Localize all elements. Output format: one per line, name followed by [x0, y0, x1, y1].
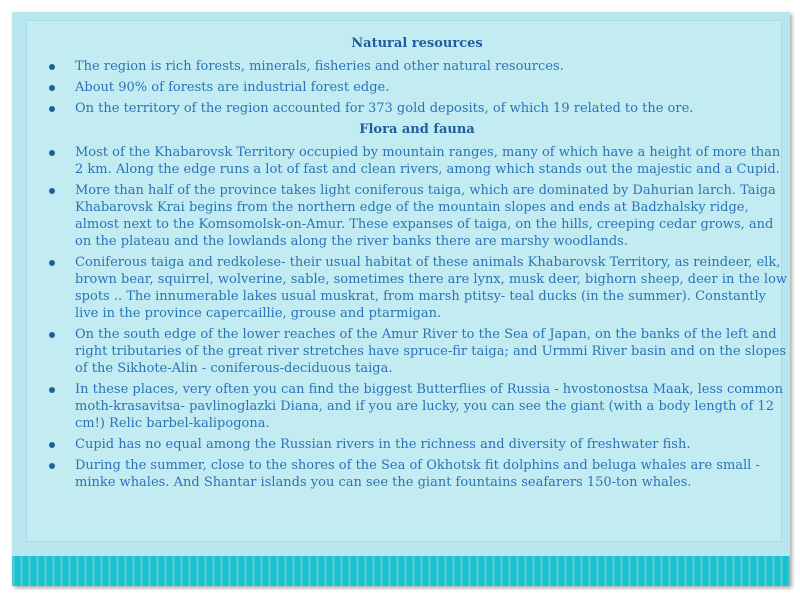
bullet-icon	[49, 85, 55, 91]
list-item: The region is rich forests, minerals, fisheries and other natural resources.	[45, 58, 789, 75]
list-item: During the summer, close to the shores of the Sea of Okhotsk fit dolphins and beluga whales are small - minke whales. And Shantar islands you can see the giant fountains seafarers 150-ton whales.	[45, 457, 789, 491]
bullet-icon	[49, 188, 55, 194]
bullet-icon	[49, 260, 55, 266]
natural-resources-list	[45, 58, 789, 117]
flora-fauna-list	[45, 144, 789, 491]
decorative-bottom-stripe	[12, 556, 790, 586]
bullet-icon	[49, 106, 55, 112]
bullet-icon	[49, 387, 55, 393]
content-panel	[26, 20, 788, 542]
list-item: About 90% of forests are industrial forest edge.	[45, 79, 789, 96]
list-item: Most of the Khabarovsk Territory occupied by mountain ranges, many of which have a height of more than 2 km. Along the edge runs a lot of fast and clean rivers, among which stands out the majestic and a Cupid.	[45, 144, 789, 178]
flora-fauna-heading: Flora and fauna	[359, 122, 475, 137]
bullet-icon	[49, 332, 55, 338]
list-item: On the territory of the region accounted for 373 gold deposits, of which 19 related to the ore.	[45, 100, 789, 117]
bullet-icon	[49, 442, 55, 448]
list-item: More than half of the province takes light coniferous taiga, which are dominated by Dahurian larch. Taiga Khabarovsk Krai begins from the northern edge of the mountain slopes and ends at Badzhalsky ridge, almost next to the Komsomolsk-on-Amur. These expanses of taiga, on the hills, creeping cedar grows, and on the plateau and the lowlands along the river banks there are marshy woodlands.	[45, 182, 789, 250]
slide-frame	[12, 12, 790, 586]
natural-resources-heading: Natural resources	[351, 36, 483, 51]
list-item: On the south edge of the lower reaches of the Amur River to the Sea of Japan, on the banks of the left and right tributaries of the great river stretches have spruce-fir taiga; and Urmmi River basin and on the slopes of the Sikhote-Alin - coniferous-deciduous taiga.	[45, 326, 789, 377]
list-item: Coniferous taiga and redkolese- their usual habitat of these animals Khabarovsk Territory, as reindeer, elk, brown bear, squirrel, wolverine, sable, sometimes there are lynx, musk deer, bighorn sheep, deer in the low spots .. The innumerable lakes usual muskrat, from marsh ptitsy- teal ducks (in the summer). Constantly live in the province capercaillie, grouse and ptarmigan.	[45, 254, 789, 322]
bullet-icon	[49, 463, 55, 469]
bullet-icon	[49, 64, 55, 70]
slide-content	[45, 35, 789, 495]
list-item: In these places, very often you can find the biggest Butterflies of Russia - hvostonostsa Maak, less common moth-krasavitsa- pavlinoglazki Diana, and if you are lucky, you can see the giant (with a body length of 12 cm!) Relic barbel-kalipogona.	[45, 381, 789, 432]
list-item: Cupid has no equal among the Russian rivers in the richness and diversity of freshwater fish.	[45, 436, 789, 453]
bullet-icon	[49, 150, 55, 156]
